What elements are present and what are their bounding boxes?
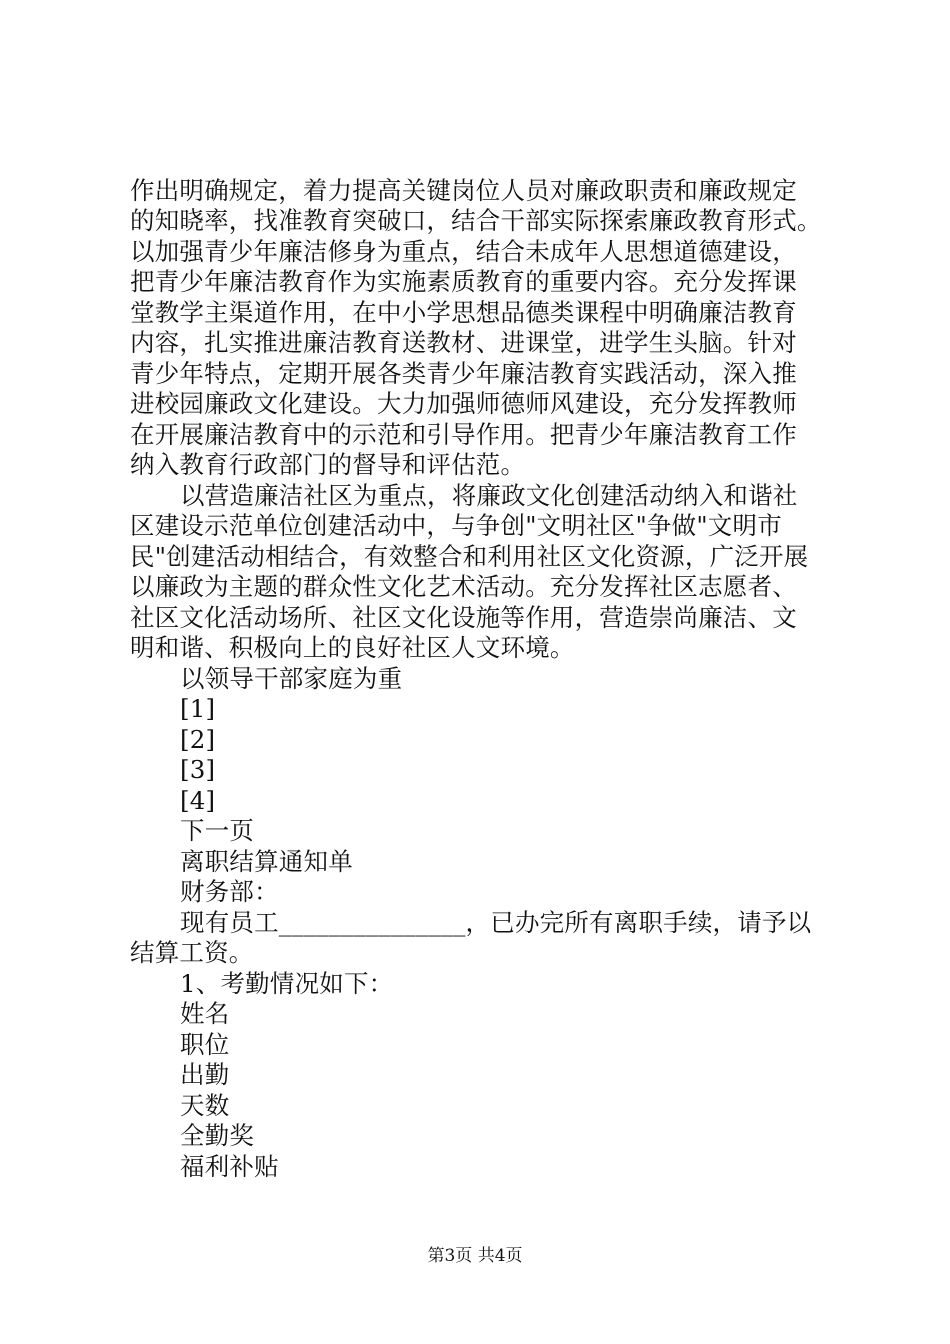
paragraph-line: 作出明确规定，着力提高关键岗位人员对廉政职责和廉政规定 bbox=[130, 176, 797, 205]
paragraph-line: 社区文化活动场所、社区文化设施等作用，营造崇尚廉洁、文 bbox=[130, 603, 797, 632]
paragraph-line: 民"创建活动相结合，有效整合和利用社区文化资源，广泛开展 bbox=[130, 542, 809, 571]
paragraph-line: 以廉政为主题的群众性文化艺术活动。充分发挥社区志愿者、 bbox=[130, 572, 797, 601]
paragraph-line: 纳入教育行政部门的督导和评估范。 bbox=[130, 450, 526, 479]
pagination-link-4[interactable]: [4] bbox=[180, 786, 216, 815]
notice-text: 现有员工_______________，已办完所有离职手续，请予以 bbox=[180, 908, 812, 937]
paragraph-line: 明和谐、积极向上的良好社区人文环境。 bbox=[130, 633, 575, 662]
paragraph-line: 以加强青少年廉洁修身为重点，结合未成年人思想道德建设， bbox=[130, 237, 797, 266]
addressee: 财务部： bbox=[180, 877, 279, 906]
pagination-link-2[interactable]: [2] bbox=[180, 725, 216, 754]
paragraph-line: 以营造廉洁社区为重点，将廉政文化创建活动纳入和谐社 bbox=[180, 481, 798, 510]
paragraph-line: 在开展廉洁教育中的示范和引导作用。把青少年廉洁教育工作 bbox=[130, 420, 797, 449]
paragraph-line: 堂教学主渠道作用，在中小学思想品德类课程中明确廉洁教育 bbox=[130, 298, 797, 327]
paragraph-line: 进校园廉政文化建设。大力加强师德师风建设，充分发挥教师 bbox=[130, 389, 797, 418]
attendance-item: 全勤奖 bbox=[180, 1121, 255, 1150]
section-heading: 以领导干部家庭为重 bbox=[180, 664, 403, 693]
paragraph-line: 内容，扎实推进廉洁教育送教材、进课堂，进学生头脑。针对 bbox=[130, 328, 797, 357]
pagination-link-1[interactable]: [1] bbox=[180, 694, 216, 723]
next-page-link[interactable]: 下一页 bbox=[180, 816, 255, 845]
attendance-item: 福利补贴 bbox=[180, 1152, 279, 1181]
notice-title: 离职结算通知单 bbox=[180, 847, 353, 876]
attendance-item: 出勤 bbox=[180, 1060, 230, 1089]
attendance-heading: 1、考勤情况如下： bbox=[180, 969, 394, 998]
attendance-item: 天数 bbox=[180, 1091, 230, 1120]
notice-text: 结算工资。 bbox=[130, 938, 254, 967]
pagination-link-3[interactable]: [3] bbox=[180, 755, 216, 784]
paragraph-line: 青少年特点，定期开展各类青少年廉洁教育实践活动，深入推 bbox=[130, 359, 797, 388]
paragraph-line: 区建设示范单位创建活动中，与争创"文明社区"争做"文明市 bbox=[130, 511, 782, 540]
attendance-item: 姓名 bbox=[180, 999, 230, 1028]
paragraph-line: 的知晓率，找准教育突破口，结合干部实际探索廉政教育形式。 bbox=[130, 206, 822, 235]
attendance-item: 职位 bbox=[180, 1030, 230, 1059]
page-number-footer: 第3页 共4页 bbox=[427, 1246, 523, 1266]
paragraph-line: 把青少年廉洁教育作为实施素质教育的重要内容。充分发挥课 bbox=[130, 267, 797, 296]
